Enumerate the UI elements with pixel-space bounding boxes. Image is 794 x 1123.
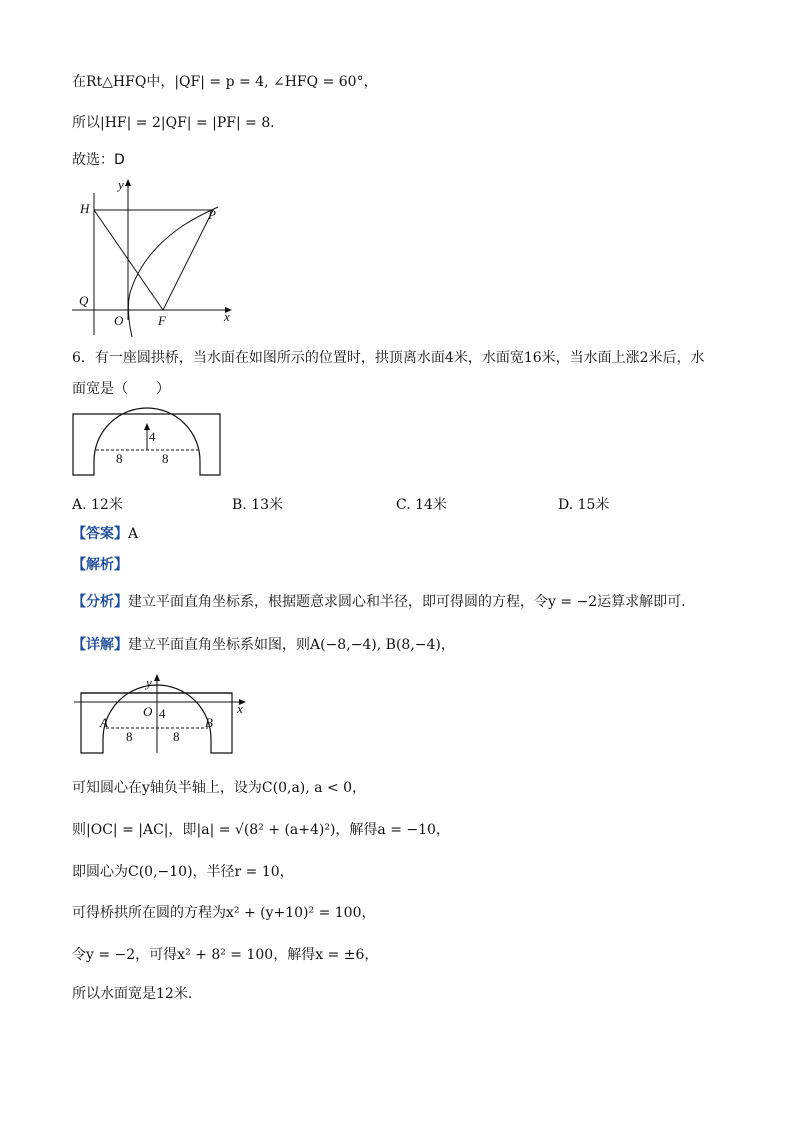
right-width-label: 8 (162, 451, 169, 466)
bridge-figure (72, 413, 222, 477)
y-axis-arrow (125, 179, 131, 186)
bridge-coordinate-figure (72, 673, 252, 755)
label-y: y (118, 177, 124, 192)
step-conclusion: 所以水面宽是12米. (72, 986, 193, 1002)
answer-line (72, 524, 138, 544)
label-x: x (224, 309, 230, 324)
height-label-2: 4 (159, 706, 166, 721)
label-p: P (208, 207, 216, 222)
step-solve-x: 令y = −2，可得x² + 8² = 100，解得x = ±6， (72, 947, 379, 963)
point-a-label: A (100, 715, 108, 730)
axis-label-x: x (237, 701, 243, 716)
analysis-tag: 【解析】 (72, 557, 128, 573)
label-o: O (114, 313, 124, 328)
answer-tag: 【答案】 (72, 526, 128, 542)
label-q: Q (79, 293, 89, 308)
answer-choice-line: 故选：D (72, 152, 125, 168)
option-a: A. 12米 (72, 497, 123, 513)
right-width-label-2: 8 (173, 729, 180, 744)
parabola-figure (68, 175, 248, 330)
point-b-label: B (205, 715, 213, 730)
solution-line-hf-length: 所以|HF| = 2|QF| = |PF| = 8． (72, 115, 285, 131)
step-center-radius: 即圆心为C(0,−10)，半径r = 10， (72, 864, 294, 880)
detail-line (72, 635, 455, 655)
line-pf (163, 210, 213, 310)
fenxi-text: 建立平面直角坐标系，根据题意求圆心和半径，即可得圆的方程，令y = −2运算求解即可. (128, 594, 686, 610)
left-width-label: 8 (116, 451, 123, 466)
fenxi-line (72, 592, 686, 612)
step-solve-a: 则|OC| = |AC|，即|a| = √(8² + (a+4)²)，解得a = −10， (72, 822, 450, 838)
label-h: H (80, 201, 90, 216)
option-d: D. 15米 (558, 497, 610, 513)
left-width-label-2: 8 (126, 729, 133, 744)
answer-value: A (128, 526, 139, 542)
y-axis-arrow-2 (154, 674, 160, 681)
analysis-line (72, 555, 128, 575)
detail-text: 建立平面直角坐标系如图，则A(−8,−4), B(8,−4)， (128, 637, 455, 653)
label-f: F (158, 313, 166, 328)
question-6-stem-line1: 6．有一座圆拱桥，当水面在如图所示的位置时，拱顶离水面4米，水面宽16米，当水面上涨2米后，水 (72, 350, 705, 366)
height-label: 4 (149, 429, 156, 444)
solution-line-rt-triangle: 在Rt△HFQ中，|QF| = p = 4, ∠HFQ = 60°， (72, 74, 378, 90)
question-6-stem-line2: 面宽是（ ） (72, 381, 170, 397)
axis-label-y: y (146, 675, 152, 690)
option-b: B. 13米 (232, 497, 284, 513)
detail-tag: 【详解】 (72, 637, 128, 653)
origin-label: O (143, 704, 153, 719)
step-center-on-axis: 可知圆心在y轴负半轴上，设为C(0,a), a < 0， (72, 780, 367, 796)
option-c: C. 14米 (396, 497, 447, 513)
fenxi-tag: 【分析】 (72, 594, 128, 610)
step-circle-equation: 可得桥拱所在圆的方程为x² + (y+10)² = 100， (72, 905, 376, 921)
